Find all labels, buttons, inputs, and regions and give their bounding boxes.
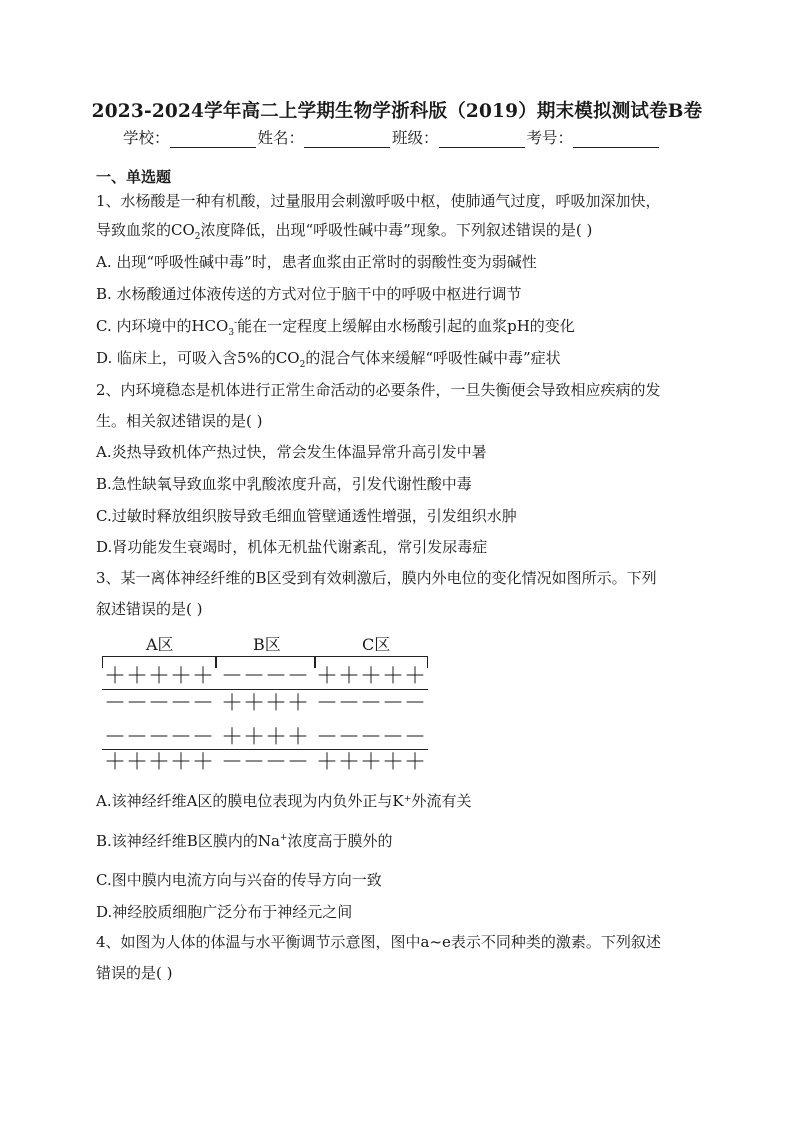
name-label: 姓名： (257, 129, 305, 147)
class-blank[interactable] (439, 131, 525, 148)
q2-option-c: C.过敏时释放组织胺导致毛细血管壁通透性增强，引发组织水肿 (96, 507, 517, 525)
exam-no-blank[interactable] (573, 131, 659, 148)
class-label: 班级： (392, 129, 439, 147)
inner-membrane-bottom-signs: －－－－－ ＋＋＋＋ －－－－－ (104, 725, 426, 750)
exam-no-label: 考号： (526, 129, 574, 147)
q4-stem-line1: 4、如图为人体的体温与水平衡调节示意图，图中a~e表示不同种类的激素。下列叙述 (96, 933, 661, 951)
name-blank[interactable] (304, 131, 390, 148)
q2-stem-line2: 生。相关叙述错误的是( ) (96, 412, 263, 430)
student-info-row (123, 126, 661, 148)
school-label: 学校： (123, 129, 170, 147)
school-blank[interactable] (170, 131, 256, 148)
q1-option-b: B. 水杨酸通过体液传送的方式对位于脑干中的呼吸中枢进行调节 (96, 285, 522, 303)
q1-option-a: A. 出现“呼吸性碱中毒”时，患者血浆由正常时的弱酸性变为弱碱性 (96, 253, 537, 271)
section-heading: 一、单选题 (96, 168, 172, 186)
q1-option-c: C. 内环境中的$HCO_3^-$能在一定程度上缓解由水杨酸引起的血浆pH的变化 (96, 317, 575, 338)
q2-option-d: D.肾功能发生衰竭时，机体无机盐代谢紊乱，常引发尿毒症 (96, 538, 488, 556)
q4-stem-line2: 错误的是( ) (96, 964, 173, 982)
membrane-potential-diagram (100, 632, 430, 774)
outer-membrane-top-signs: ＋＋＋＋＋ －－－－ ＋＋＋＋＋ (104, 664, 426, 689)
region-c-label: C区 (362, 635, 391, 654)
page-title: 2023-2024学年高二上学期生物学浙科版（2019）期末模拟测试卷B卷 (91, 101, 703, 122)
region-b-label: B区 (253, 635, 281, 654)
q2-option-b: B.急性缺氧导致血浆中乳酸浓度升高，引发代谢性酸中毒 (96, 475, 472, 493)
q3-option-d: D.神经胶质细胞广泛分布于神经元之间 (96, 903, 353, 921)
q1-option-d: D. 临床上，可吸入含5%的$CO_2$的混合气体来缓解“呼吸性碱中毒”症状 (96, 349, 561, 370)
q3-option-c: C.图中膜内电流方向与兴奋的传导方向一致 (96, 871, 382, 889)
membrane-line-top (102, 689, 428, 690)
q3-option-b: B.该神经纤维B区膜内的Na+浓度高于膜外的 (96, 832, 393, 850)
q3-option-a: A.该神经纤维A区的膜电位表现为内负外正与K⁺外流有关 (96, 792, 472, 810)
inner-membrane-top-signs: －－－－－ ＋＋＋＋ －－－－－ (104, 691, 426, 716)
q3-stem-line1: 3、某一离体神经纤维的B区受到有效刺激后，膜内外电位的变化情况如图所示。下列 (96, 569, 657, 587)
q1-stem-line2: 导致血浆的$CO_2$浓度降低，出现“呼吸性碱中毒”现象。下列叙述错误的是( ) (96, 221, 593, 242)
region-a-label: A区 (146, 635, 174, 654)
q1-stem-line1: 1、水杨酸是一种有机酸，过量服用会刺激呼吸中枢，使肺通气过度，呼吸加深加快， (96, 192, 661, 210)
q2-option-a: A.炎热导致机体产热过快，常会发生体温异常升高引发中暑 (96, 443, 487, 461)
outer-membrane-bottom-signs: ＋＋＋＋＋ －－－－ ＋＋＋＋＋ (104, 750, 426, 775)
q2-stem-line1: 2、内环境稳态是机体进行正常生命活动的必要条件，一旦失衡便会导致相应疾病的发 (96, 381, 661, 399)
q3-stem-line2: 叙述错误的是( ) (96, 600, 203, 618)
